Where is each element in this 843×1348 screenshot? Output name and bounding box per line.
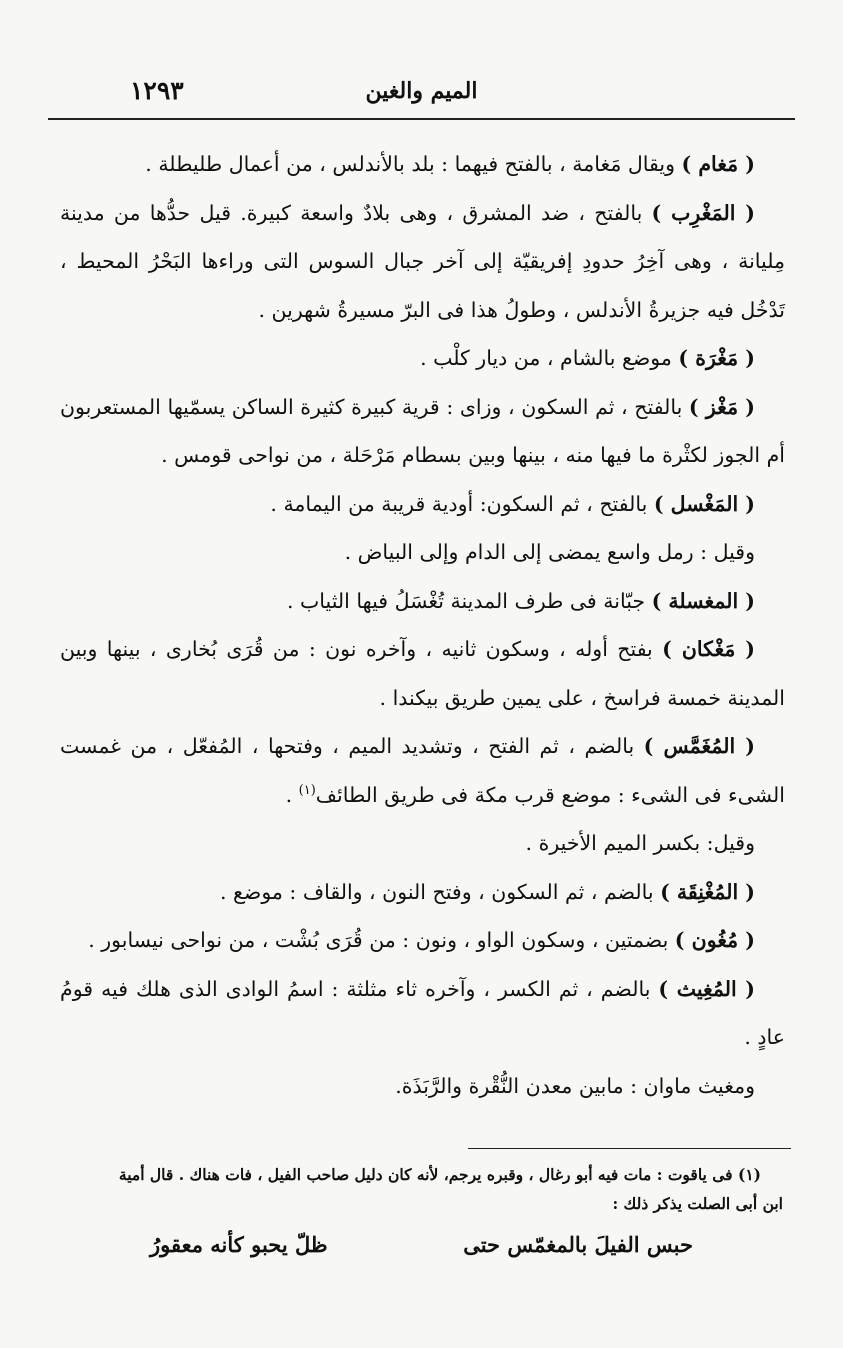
entry-almughniqa — [60, 868, 785, 917]
verse-second-hemistich: ظلّ يحبو كأنه معقورُ — [150, 1232, 328, 1257]
entry-text: بالضم ، ثم الكسر ، وآخره ثاء مثلثة : اسمُ الوادى الذى هلك فيه قومُ عادٍ . — [60, 976, 785, 1049]
entry-note — [60, 528, 785, 577]
entry-text: بالضم ، ثم السكون ، وفتح النون ، والقاف : موضع . — [219, 879, 661, 904]
page-header — [48, 74, 795, 114]
entry-headword: ( مُغُون ) — [674, 928, 755, 952]
entry-headword: ( المغسلة ) — [651, 588, 755, 613]
entry-maghaam — [60, 140, 785, 189]
footnote-line: (١) فى ياقوت : مات فيه أبو رغال ، وقبره يرجم، لأنه كان دليل صاحب الفيل ، فات هناك . قال أمية — [118, 1165, 761, 1184]
entry-text: وقيل: بكسر الميم الأخيرة . — [525, 831, 755, 855]
entry-almaghrib — [60, 189, 785, 335]
entry-headword: ( مَغْرَة ) — [678, 346, 755, 370]
entry-almaghsala — [60, 577, 785, 626]
entry-text: وقيل : رمل واسع يمضى إلى الدام وإلى البياض . — [344, 540, 755, 564]
entry-note — [60, 819, 785, 868]
verse-first-hemistich: حبس الفيلَ بالمغمّس حتى — [463, 1232, 693, 1257]
entry-almughith — [60, 965, 785, 1062]
entry-headword: ( المُغِيث ) — [658, 976, 755, 1001]
entry-text: موضع بالشام ، من ديار كلْب . — [420, 346, 679, 370]
footnote-reference[interactable]: (١) — [298, 782, 316, 798]
poem-verse — [150, 1232, 693, 1257]
entry-almughammas — [60, 722, 785, 819]
entry-text: ومغيث ماوان : مابين معدن النُّقْرة والرَّبَذَة. — [395, 1073, 755, 1098]
entry-note — [60, 1062, 785, 1111]
entry-text: بضمتين ، وسكون الواو ، ونون : من قُرَى بُشْت ، من نواحى نيسابور . — [88, 928, 675, 952]
entry-maghz — [60, 383, 785, 480]
entry-text: بفتح أوله ، وسكون ثانيه ، وآخره نون : من قُرَى بُخارى ، بينها وبين المدينة خمسة فراسخ ، على يمين طريق بيكندا . — [60, 637, 785, 710]
entry-text: بالفتح ، ثم السكون: أودية قريبة من اليمامة . — [270, 491, 654, 516]
footnote-rule — [468, 1148, 791, 1149]
entry-headword: ( المَغْسل ) — [653, 491, 755, 516]
entry-maghkan — [60, 625, 785, 722]
entry-almaghsal — [60, 480, 785, 529]
entry-headword: ( مَغْز ) — [688, 394, 755, 419]
entry-headword: ( المَغْرِب ) — [651, 200, 756, 225]
page-body — [60, 140, 785, 1110]
entry-headword: ( مَغْكان ) — [662, 637, 756, 661]
entry-headword: ( المُغَمَّس ) — [643, 734, 756, 758]
entry-maghra — [60, 334, 785, 383]
entry-mughun — [60, 916, 785, 965]
entry-text: ويقال مَغامة ، بالفتح فيهما : بلد بالأندلس ، من أعمال طليطلة . — [145, 152, 682, 176]
page-number: ١٢٩٣ — [130, 76, 184, 105]
header-rule — [48, 118, 795, 120]
footnote-line: ابن أبى الصلت يذكر ذلك : — [612, 1194, 783, 1213]
running-title: الميم والغين — [365, 78, 478, 104]
entry-text: بالفتح ، ثم السكون ، وزاى : قرية كبيرة كثيرة الساكن يسمّيها المستعربون أم الجوز لكثْرة ما فيها منه ، بينها وبين بسطام مَرْحَلة ، من نواحى قومس . — [60, 394, 785, 467]
entry-headword: ( المُغْنِقَة ) — [660, 879, 755, 904]
footnote — [60, 1160, 783, 1218]
entry-text: جبّانة فى طرف المدينة تُغْسَلُ فيها الثياب . — [286, 588, 652, 613]
entry-text: بالفتح ، ضد المشرق ، وهى بلادٌ واسعة كبيرة. قيل حدُّها من مدينة مِليانة ، وهى آخِرُ حدودِ إفريقيّة إلى آخر جبال السوس التى وراءها البَحْرُ المحيط ، تَدْخُل فيه جزيرةُ الأندلس ، وطولُ هذا فى البرّ مسيرةُ شهرين . — [60, 200, 785, 322]
entry-headword: ( مَغام ) — [681, 152, 755, 176]
entry-text: بالضم ، ثم الفتح ، وتشديد الميم ، وفتحها ، المُفعّل ، من غمست الشىء فى الشىء : موضع قرب مكة فى طريق الطائف — [60, 734, 785, 807]
entry-text-tail: . — [285, 782, 299, 807]
